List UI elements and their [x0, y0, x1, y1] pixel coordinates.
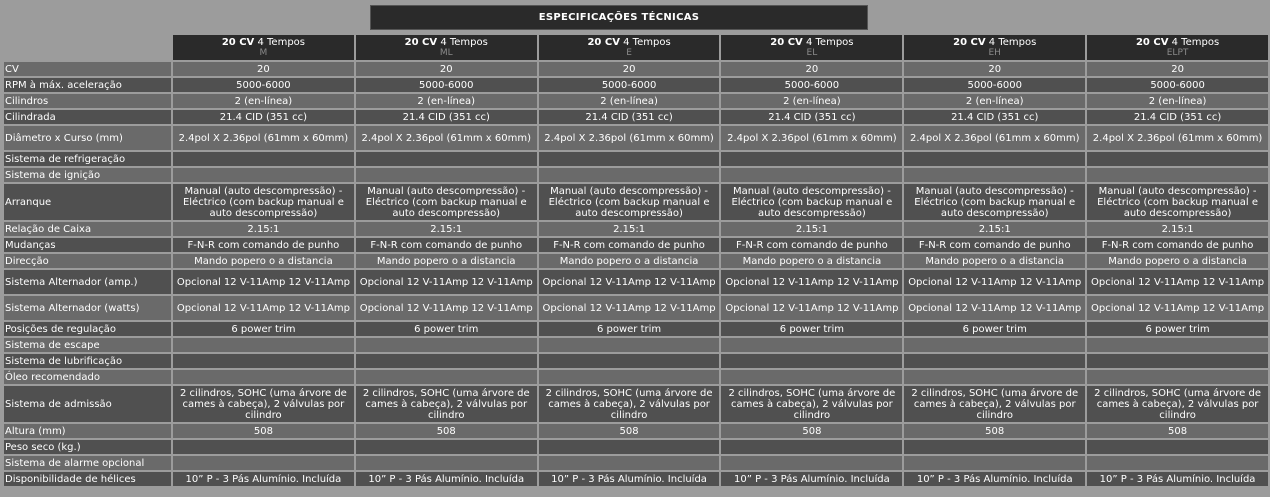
spec-value-m: Opcional 12 V-11Amp 12 V-11Amp	[173, 296, 354, 320]
spec-row	[4, 338, 1268, 352]
spec-label: Cilindrada	[4, 110, 171, 124]
spec-value-m: 2.4pol X 2.36pol (61mm x 60mm)	[173, 126, 354, 150]
model-code: M	[259, 48, 268, 58]
spec-value-ml: 6 power trim	[356, 322, 537, 336]
spec-value-eh: Opcional 12 V-11Amp 12 V-11Amp	[904, 270, 1085, 294]
model-type: 4 Tempos	[440, 37, 488, 48]
spec-value-elpt: 6 power trim	[1087, 322, 1268, 336]
spec-label: CV	[4, 62, 171, 76]
spec-value-el: 10” P - 3 Pás Alumínio. Incluída	[721, 472, 902, 486]
spec-value-e: 21.4 CID (351 cc)	[539, 110, 720, 124]
spec-row	[4, 472, 1268, 486]
spec-label: Disponibilidade de hélices	[4, 472, 171, 486]
spec-label: Direcção	[4, 254, 171, 268]
model-title	[770, 37, 853, 48]
spec-value-e: 2 (en-línea)	[539, 94, 720, 108]
spec-value-e: 2.4pol X 2.36pol (61mm x 60mm)	[539, 126, 720, 150]
model-header-ml	[356, 35, 537, 60]
spec-row	[4, 62, 1268, 76]
spec-row	[4, 270, 1268, 294]
spec-value-ml	[356, 168, 537, 182]
spec-value-el: 2.15:1	[721, 222, 902, 236]
spec-label: Diâmetro x Curso (mm)	[4, 126, 171, 150]
spec-value-e	[539, 338, 720, 352]
spec-value-m	[173, 338, 354, 352]
spec-row	[4, 168, 1268, 182]
spec-value-e	[539, 456, 720, 470]
spec-value-el: 21.4 CID (351 cc)	[721, 110, 902, 124]
spec-value-el: 2 (en-línea)	[721, 94, 902, 108]
spec-row	[4, 238, 1268, 252]
spec-label: Sistema de ignição	[4, 168, 171, 182]
spec-value-elpt: Opcional 12 V-11Amp 12 V-11Amp	[1087, 270, 1268, 294]
model-header-elpt	[1087, 35, 1268, 60]
spec-value-el	[721, 456, 902, 470]
spec-row	[4, 184, 1268, 220]
spec-value-m: 21.4 CID (351 cc)	[173, 110, 354, 124]
page-title: ESPECIFICAÇÕES TÉCNICAS	[370, 5, 868, 30]
model-power: 20 CV	[953, 37, 986, 48]
spec-row	[4, 78, 1268, 92]
model-title	[587, 37, 670, 48]
spec-value-m	[173, 440, 354, 454]
spec-label: Sistema Alternador (watts)	[4, 296, 171, 320]
spec-label: Cilindros	[4, 94, 171, 108]
spec-value-el	[721, 338, 902, 352]
spec-value-ml: 508	[356, 424, 537, 438]
model-code: E	[626, 48, 632, 58]
spec-value-m: 20	[173, 62, 354, 76]
spec-row	[4, 126, 1268, 150]
spec-value-elpt: 10” P - 3 Pás Alumínio. Incluída	[1087, 472, 1268, 486]
spec-value-el	[721, 440, 902, 454]
spec-label: Arranque	[4, 184, 171, 220]
spec-value-m	[173, 370, 354, 384]
spec-value-el: 6 power trim	[721, 322, 902, 336]
model-power: 20 CV	[404, 37, 438, 48]
spec-value-el	[721, 152, 902, 166]
spec-value-el: Mando popero o a distancia	[721, 254, 902, 268]
spec-value-m	[173, 354, 354, 368]
model-code: EH	[988, 48, 1001, 58]
spec-value-ml: 2.15:1	[356, 222, 537, 236]
spec-value-eh: 21.4 CID (351 cc)	[904, 110, 1085, 124]
spec-row	[4, 254, 1268, 268]
spec-value-ml	[356, 338, 537, 352]
spec-value-elpt	[1087, 456, 1268, 470]
spec-row	[4, 424, 1268, 438]
spec-value-m: 2.15:1	[173, 222, 354, 236]
spec-value-eh: 5000-6000	[904, 78, 1085, 92]
spec-value-m: Mando popero o a distancia	[173, 254, 354, 268]
model-title	[222, 37, 305, 48]
spec-value-elpt: 21.4 CID (351 cc)	[1087, 110, 1268, 124]
spec-label: Sistema de lubrificação	[4, 354, 171, 368]
spec-value-eh	[904, 370, 1085, 384]
spec-row	[4, 110, 1268, 124]
spec-value-m: 2 (en-línea)	[173, 94, 354, 108]
spec-value-el: Manual (auto descompressão) - Eléctrico (com backup manual e auto descompressão)	[721, 184, 902, 220]
model-header-e	[539, 35, 720, 60]
spec-value-eh: 2 (en-línea)	[904, 94, 1085, 108]
spec-row	[4, 152, 1268, 166]
spec-value-m: Manual (auto descompressão) - Eléctrico (com backup manual e auto descompressão)	[173, 184, 354, 220]
spec-value-e: 2.15:1	[539, 222, 720, 236]
spec-value-ml: Opcional 12 V-11Amp 12 V-11Amp	[356, 296, 537, 320]
spec-value-elpt	[1087, 440, 1268, 454]
spec-value-elpt: 2.4pol X 2.36pol (61mm x 60mm)	[1087, 126, 1268, 150]
spec-value-el: Opcional 12 V-11Amp 12 V-11Amp	[721, 296, 902, 320]
spec-value-e: Opcional 12 V-11Amp 12 V-11Amp	[539, 296, 720, 320]
spec-value-el	[721, 168, 902, 182]
spec-value-elpt: 5000-6000	[1087, 78, 1268, 92]
spec-value-ml: Opcional 12 V-11Amp 12 V-11Amp	[356, 270, 537, 294]
model-type: 4 Tempos	[805, 37, 854, 48]
spec-value-elpt: F-N-R com comando de punho	[1087, 238, 1268, 252]
spec-value-el: 2.4pol X 2.36pol (61mm x 60mm)	[721, 126, 902, 150]
spec-row	[4, 370, 1268, 384]
spec-value-eh: 2.15:1	[904, 222, 1085, 236]
spec-value-e	[539, 168, 720, 182]
spec-label: Sistema de refrigeração	[4, 152, 171, 166]
spec-value-ml: 20	[356, 62, 537, 76]
spec-value-elpt	[1087, 370, 1268, 384]
spec-value-elpt	[1087, 354, 1268, 368]
spec-value-e	[539, 370, 720, 384]
spec-value-ml: 2.4pol X 2.36pol (61mm x 60mm)	[356, 126, 537, 150]
spec-value-ml: Mando popero o a distancia	[356, 254, 537, 268]
spec-value-ml	[356, 354, 537, 368]
spec-value-eh: Opcional 12 V-11Amp 12 V-11Amp	[904, 296, 1085, 320]
spec-value-e: F-N-R com comando de punho	[539, 238, 720, 252]
spec-value-e: Opcional 12 V-11Amp 12 V-11Amp	[539, 270, 720, 294]
model-power: 20 CV	[587, 37, 620, 48]
spec-value-e	[539, 440, 720, 454]
spec-value-elpt: 508	[1087, 424, 1268, 438]
spec-label: Sistema de escape	[4, 338, 171, 352]
model-power: 20 CV	[770, 37, 803, 48]
spec-value-el: 20	[721, 62, 902, 76]
spec-value-e: 2 cilindros, SOHC (uma árvore de cames à cabeça), 2 válvulas por cilindro	[539, 386, 720, 422]
spec-value-m	[173, 152, 354, 166]
spec-value-e: Mando popero o a distancia	[539, 254, 720, 268]
spec-label: RPM à máx. aceleração	[4, 78, 171, 92]
spec-value-eh	[904, 168, 1085, 182]
spec-value-el: 2 cilindros, SOHC (uma árvore de cames à cabeça), 2 válvulas por cilindro	[721, 386, 902, 422]
model-code: EL	[806, 48, 818, 58]
spec-value-ml: Manual (auto descompressão) - Eléctrico (com backup manual e auto descompressão)	[356, 184, 537, 220]
spec-value-eh: F-N-R com comando de punho	[904, 238, 1085, 252]
spec-label: Relação de Caixa	[4, 222, 171, 236]
spec-value-eh: 2.4pol X 2.36pol (61mm x 60mm)	[904, 126, 1085, 150]
spec-value-e: 10” P - 3 Pás Alumínio. Incluída	[539, 472, 720, 486]
spec-value-m: 5000-6000	[173, 78, 354, 92]
spec-row	[4, 94, 1268, 108]
spec-value-m	[173, 168, 354, 182]
spec-value-elpt	[1087, 168, 1268, 182]
spec-value-m: 508	[173, 424, 354, 438]
model-power: 20 CV	[1135, 37, 1169, 48]
spec-row	[4, 296, 1268, 320]
spec-label: Peso seco (kg.)	[4, 440, 171, 454]
model-power: 20 CV	[221, 37, 255, 48]
model-code: ML	[439, 48, 453, 58]
spec-value-eh: 6 power trim	[904, 322, 1085, 336]
spec-value-e: 6 power trim	[539, 322, 720, 336]
spec-value-elpt: 20	[1087, 62, 1268, 76]
spec-value-el: Opcional 12 V-11Amp 12 V-11Amp	[721, 270, 902, 294]
spec-value-m: Opcional 12 V-11Amp 12 V-11Amp	[173, 270, 354, 294]
spec-value-e	[539, 354, 720, 368]
spec-row	[4, 322, 1268, 336]
spec-value-eh: 20	[904, 62, 1085, 76]
spec-value-ml: 10” P - 3 Pás Alumínio. Incluída	[356, 472, 537, 486]
spec-label: Posições de regulação	[4, 322, 171, 336]
spec-value-eh: 2 cilindros, SOHC (uma árvore de cames à cabeça), 2 válvulas por cilindro	[904, 386, 1085, 422]
model-header-m	[173, 35, 354, 60]
spec-value-el: F-N-R com comando de punho	[721, 238, 902, 252]
model-type: 4 Tempos	[623, 37, 671, 48]
model-title	[405, 37, 488, 48]
spec-value-ml: F-N-R com comando de punho	[356, 238, 537, 252]
model-header-eh	[904, 35, 1085, 60]
model-header-row	[4, 35, 1268, 60]
spec-row	[4, 456, 1268, 470]
model-title	[1136, 37, 1219, 48]
spec-value-eh	[904, 338, 1085, 352]
spec-value-m: 10” P - 3 Pás Alumínio. Incluída	[173, 472, 354, 486]
model-type: 4 Tempos	[257, 37, 306, 48]
spec-value-ml: 21.4 CID (351 cc)	[356, 110, 537, 124]
spec-label: Mudanças	[4, 238, 171, 252]
spec-value-eh: 10” P - 3 Pás Alumínio. Incluída	[904, 472, 1085, 486]
spec-value-m: F-N-R com comando de punho	[173, 238, 354, 252]
spec-value-el: 508	[721, 424, 902, 438]
spec-value-el	[721, 354, 902, 368]
spec-value-ml: 2 (en-línea)	[356, 94, 537, 108]
spec-value-e	[539, 152, 720, 166]
model-type: 4 Tempos	[1171, 37, 1220, 48]
spec-value-m: 2 cilindros, SOHC (uma árvore de cames à cabeça), 2 válvulas por cilindro	[173, 386, 354, 422]
spec-value-e: 20	[539, 62, 720, 76]
spec-row	[4, 386, 1268, 422]
spec-value-eh: 508	[904, 424, 1085, 438]
spec-value-elpt: Manual (auto descompressão) - Eléctrico (com backup manual e auto descompressão)	[1087, 184, 1268, 220]
model-title	[953, 37, 1036, 48]
spec-label: Altura (mm)	[4, 424, 171, 438]
spec-label: Sistema Alternador (amp.)	[4, 270, 171, 294]
spec-row	[4, 222, 1268, 236]
spec-value-e: 508	[539, 424, 720, 438]
spec-value-eh	[904, 456, 1085, 470]
spec-value-m: 6 power trim	[173, 322, 354, 336]
spec-label: Sistema de alarme opcional	[4, 456, 171, 470]
spec-value-el: 5000-6000	[721, 78, 902, 92]
spec-value-ml	[356, 152, 537, 166]
spec-value-elpt: 2 cilindros, SOHC (uma árvore de cames à cabeça), 2 válvulas por cilindro	[1087, 386, 1268, 422]
spec-value-elpt: Mando popero o a distancia	[1087, 254, 1268, 268]
spec-value-elpt: Opcional 12 V-11Amp 12 V-11Amp	[1087, 296, 1268, 320]
model-code: ELPT	[1166, 48, 1189, 58]
spec-label: Óleo recomendado	[4, 370, 171, 384]
spec-value-eh	[904, 354, 1085, 368]
spec-value-ml	[356, 456, 537, 470]
model-header-el	[721, 35, 902, 60]
spec-label: Sistema de admissão	[4, 386, 171, 422]
spec-value-ml	[356, 440, 537, 454]
spec-value-ml	[356, 370, 537, 384]
spec-value-ml: 5000-6000	[356, 78, 537, 92]
spec-value-m	[173, 456, 354, 470]
spec-value-eh: Mando popero o a distancia	[904, 254, 1085, 268]
spec-value-elpt	[1087, 338, 1268, 352]
model-type: 4 Tempos	[988, 37, 1037, 48]
spec-value-elpt	[1087, 152, 1268, 166]
spec-value-el	[721, 370, 902, 384]
spec-value-elpt: 2 (en-línea)	[1087, 94, 1268, 108]
spec-value-e: 5000-6000	[539, 78, 720, 92]
spec-value-eh	[904, 152, 1085, 166]
spec-value-eh: Manual (auto descompressão) - Eléctrico (com backup manual e auto descompressão)	[904, 184, 1085, 220]
spec-row	[4, 354, 1268, 368]
spec-row	[4, 440, 1268, 454]
spec-table	[2, 33, 1270, 488]
spec-value-e: Manual (auto descompressão) - Eléctrico (com backup manual e auto descompressão)	[539, 184, 720, 220]
spec-value-eh	[904, 440, 1085, 454]
spec-value-elpt: 2.15:1	[1087, 222, 1268, 236]
spec-value-ml: 2 cilindros, SOHC (uma árvore de cames à cabeça), 2 válvulas por cilindro	[356, 386, 537, 422]
header-corner	[4, 35, 171, 60]
